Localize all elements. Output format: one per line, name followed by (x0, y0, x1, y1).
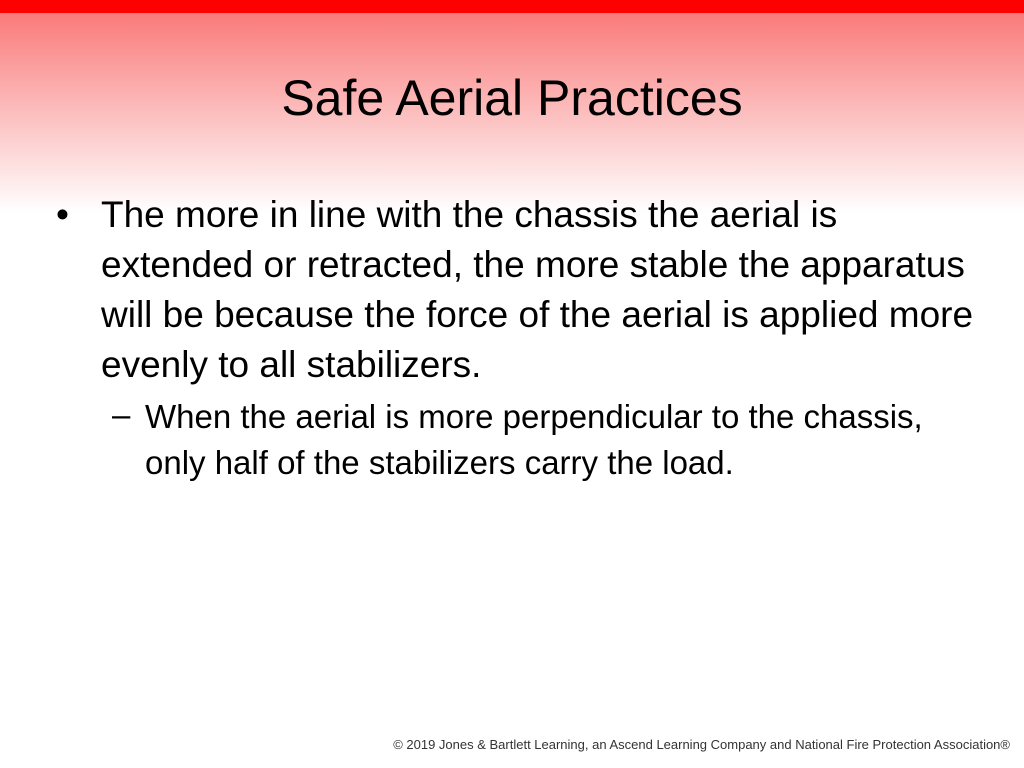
dash-icon: – (112, 396, 131, 433)
sub-bullet-item (112, 394, 965, 486)
top-accent-bar (0, 0, 1024, 13)
slide-body (56, 190, 986, 486)
bullet-text: The more in line with the chassis the aerial is extended or retracted, the more stable the apparatus will be because the force of the aerial is applied more evenly to all stabilizers. (101, 194, 974, 385)
sub-bullet-text: When the aerial is more perpendicular to the chassis, only half of the stabilizers carry the load. (145, 398, 923, 481)
copyright-footer: © 2019 Jones & Bartlett Learning, an Ascend Learning Company and National Fire Protection Association® (393, 737, 1010, 752)
bullet-item (56, 190, 986, 390)
slide-title: Safe Aerial Practices (281, 70, 743, 126)
bullet-icon: • (56, 194, 69, 235)
